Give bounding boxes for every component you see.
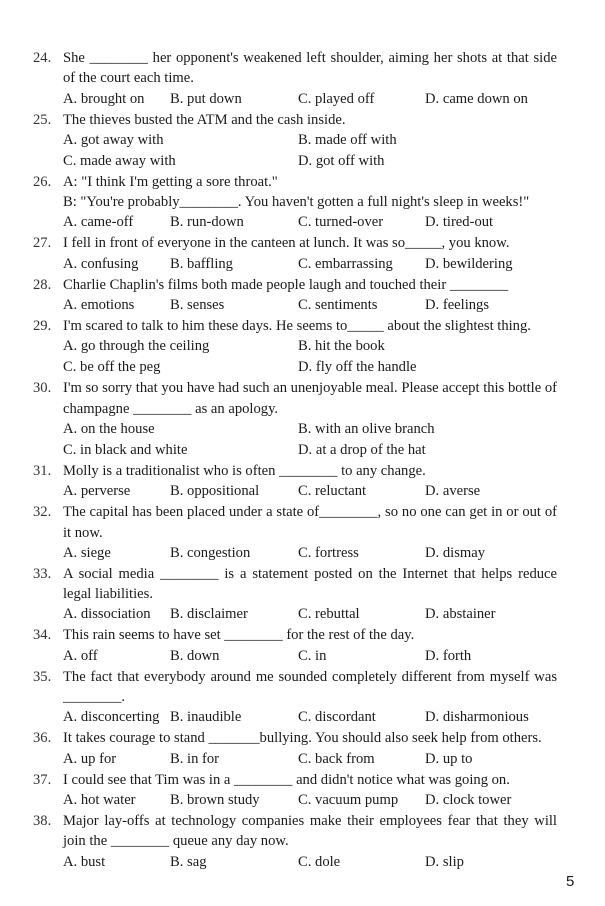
- question-number: 36.: [33, 730, 52, 747]
- question-35: [33, 667, 557, 729]
- page-number: 5: [566, 873, 575, 890]
- question-number: 25.: [33, 111, 52, 128]
- question-stem: [33, 378, 557, 419]
- option-c: C. back from: [298, 750, 375, 767]
- question-text: Major lay-offs at technology companies make their employees fear that they will join the ________ queue any day now.: [63, 812, 557, 850]
- question-38: [33, 811, 557, 873]
- option-a: A. bust: [63, 853, 106, 870]
- question-number: 24.: [33, 50, 52, 66]
- question-number: 30.: [33, 380, 52, 397]
- option-d: D. slip: [425, 853, 464, 870]
- option-a: A. go through the ceiling: [63, 338, 210, 355]
- option-b: B. with an olive branch: [298, 420, 435, 437]
- question-number: 34.: [33, 627, 52, 644]
- question-text: This rain seems to have set ________ for the rest of the day.: [63, 627, 415, 644]
- option-c: C. discordant: [298, 709, 376, 726]
- question-30: [33, 378, 557, 461]
- option-b: B. sag: [170, 853, 207, 870]
- option-d: D. feelings: [425, 297, 490, 314]
- question-stem: [33, 770, 557, 790]
- question-text: The thieves busted the ATM and the cash inside.: [63, 111, 346, 128]
- option-b: B. in for: [170, 750, 220, 767]
- option-a: A. brought on: [63, 90, 145, 107]
- question-28: [33, 275, 557, 316]
- question-stem: [33, 564, 557, 605]
- question-stem: [33, 502, 557, 543]
- options: [33, 212, 557, 233]
- option-a: A. up for: [63, 750, 117, 767]
- option-b: B. baffling: [170, 255, 233, 272]
- option-b: B. put down: [170, 90, 242, 107]
- option-d: D. dismay: [425, 544, 485, 561]
- option-b: B. oppositional: [170, 483, 260, 500]
- option-c: C. in: [298, 647, 327, 664]
- question-text: A: "I think I'm getting a sore throat.": [63, 173, 278, 190]
- options: [33, 790, 557, 811]
- option-d: D. up to: [425, 750, 473, 767]
- options: [33, 604, 557, 625]
- question-stem: [33, 316, 557, 336]
- question-27: [33, 233, 557, 274]
- question-subline: B: "You're probably________. You haven't gotten a full night's sleep in weeks!": [63, 194, 530, 211]
- question-text: I could see that Tim was in a ________ and didn't notice what was going on.: [63, 771, 510, 788]
- option-a: A. siege: [63, 544, 111, 561]
- option-d: D. fly off the handle: [298, 359, 417, 376]
- option-a: A. emotions: [63, 297, 135, 314]
- option-a: A. on the house: [63, 420, 155, 437]
- question-29: [33, 316, 557, 378]
- question-text: Charlie Chaplin's films both made people laugh and touched their ________: [63, 276, 509, 293]
- option-b: B. down: [170, 647, 220, 664]
- options: [33, 646, 557, 667]
- option-d: D. clock tower: [425, 791, 512, 808]
- question-34: [33, 625, 557, 666]
- options: [33, 749, 557, 770]
- question-25: [33, 110, 557, 172]
- question-stem: [33, 625, 557, 645]
- option-c: C. embarrassing: [298, 255, 393, 272]
- options: [33, 254, 557, 275]
- options: [33, 89, 557, 110]
- option-c: C. rebuttal: [298, 606, 360, 623]
- option-a: A. disconcerting: [63, 709, 160, 726]
- question-text: Molly is a traditionalist who is often ________ to any change.: [63, 462, 426, 479]
- question-text: I'm scared to talk to him these days. He seems to_____ about the slightest thing.: [63, 318, 531, 335]
- option-a: A. off: [63, 647, 98, 664]
- options: [33, 419, 557, 461]
- question-36: [33, 728, 557, 769]
- option-a: A. came-off: [63, 214, 134, 231]
- question-text: The fact that everybody around me sounded completely different from myself was ________.: [63, 668, 557, 706]
- question-text: A social media ________ is a statement posted on the Internet that helps reduce legal liabilities.: [63, 565, 557, 603]
- option-b: B. inaudible: [170, 709, 242, 726]
- question-number: 29.: [33, 318, 52, 335]
- question-24: [33, 48, 557, 110]
- question-31: [33, 461, 557, 502]
- options: [33, 707, 557, 728]
- question-stem: [33, 461, 557, 481]
- option-c: C. vacuum pump: [298, 791, 399, 808]
- option-c: C. in black and white: [63, 441, 188, 458]
- question-32: [33, 502, 557, 564]
- question-stem: [33, 48, 557, 89]
- option-c: C. played off: [298, 90, 375, 107]
- question-text: She ________ her opponent's weakened left shoulder, aiming her shots at that side of the court each time.: [63, 50, 557, 87]
- option-b: B. brown study: [170, 791, 260, 808]
- question-text: It takes courage to stand _______bullying. You should also seek help from others.: [63, 730, 542, 747]
- question-stem: [33, 275, 557, 295]
- option-a: A. got away with: [63, 131, 164, 148]
- option-c: C. sentiments: [298, 297, 378, 314]
- option-a: A. perverse: [63, 483, 131, 500]
- option-c: C. dole: [298, 853, 341, 870]
- option-b: B. senses: [170, 297, 225, 314]
- option-b: B. disclaimer: [170, 606, 248, 623]
- question-stem: [33, 233, 557, 253]
- question-37: [33, 770, 557, 811]
- question-number: 33.: [33, 565, 52, 582]
- option-c: C. be off the peg: [63, 359, 161, 376]
- options: [33, 336, 557, 378]
- question-stem: [33, 110, 557, 130]
- question-text: I'm so sorry that you have had such an unenjoyable meal. Please accept this bottle of champagne ________ as an apology.: [63, 380, 557, 417]
- question-number: 31.: [33, 462, 52, 479]
- option-d: D. averse: [425, 483, 481, 500]
- option-c: C. turned-over: [298, 214, 384, 231]
- option-c: C. made away with: [63, 152, 176, 169]
- option-d: D. abstainer: [425, 606, 496, 623]
- option-a: A. hot water: [63, 791, 136, 808]
- option-d: D. came down on: [425, 90, 528, 107]
- question-list: [33, 48, 557, 873]
- option-d: D. forth: [425, 647, 472, 664]
- question-stem: [33, 667, 557, 708]
- question-number: 26.: [33, 173, 52, 190]
- option-d: D. tired-out: [425, 214, 494, 231]
- options: [33, 481, 557, 502]
- question-number: 37.: [33, 771, 52, 788]
- question-text: I fell in front of everyone in the canteen at lunch. It was so_____, you know.: [63, 235, 510, 252]
- question-number: 27.: [33, 235, 52, 252]
- option-c: C. reluctant: [298, 483, 367, 500]
- question-number: 28.: [33, 276, 52, 293]
- option-c: C. fortress: [298, 544, 359, 561]
- options: [33, 852, 557, 873]
- option-d: D. bewildering: [425, 255, 513, 272]
- option-b: B. made off with: [298, 131, 397, 148]
- option-b: B. hit the book: [298, 338, 385, 355]
- question-number: 35.: [33, 668, 52, 685]
- option-d: D. at a drop of the hat: [298, 441, 426, 458]
- question-33: [33, 564, 557, 626]
- question-26: [33, 172, 557, 234]
- option-a: A. confusing: [63, 255, 139, 272]
- question-text: The capital has been placed under a state of________, so no one can get in or out of it now.: [63, 504, 557, 541]
- options: [33, 543, 557, 564]
- option-b: B. congestion: [170, 544, 251, 561]
- option-b: B. run-down: [170, 214, 244, 231]
- question-stem: [33, 728, 557, 748]
- options: [33, 130, 557, 172]
- question-number: 32.: [33, 504, 52, 521]
- question-stem: [33, 811, 557, 852]
- options: [33, 295, 557, 316]
- option-d: D. got off with: [298, 152, 385, 169]
- option-d: D. disharmonious: [425, 709, 529, 726]
- question-number: 38.: [33, 812, 52, 829]
- option-a: A. dissociation: [63, 606, 151, 623]
- question-stem: [33, 172, 557, 192]
